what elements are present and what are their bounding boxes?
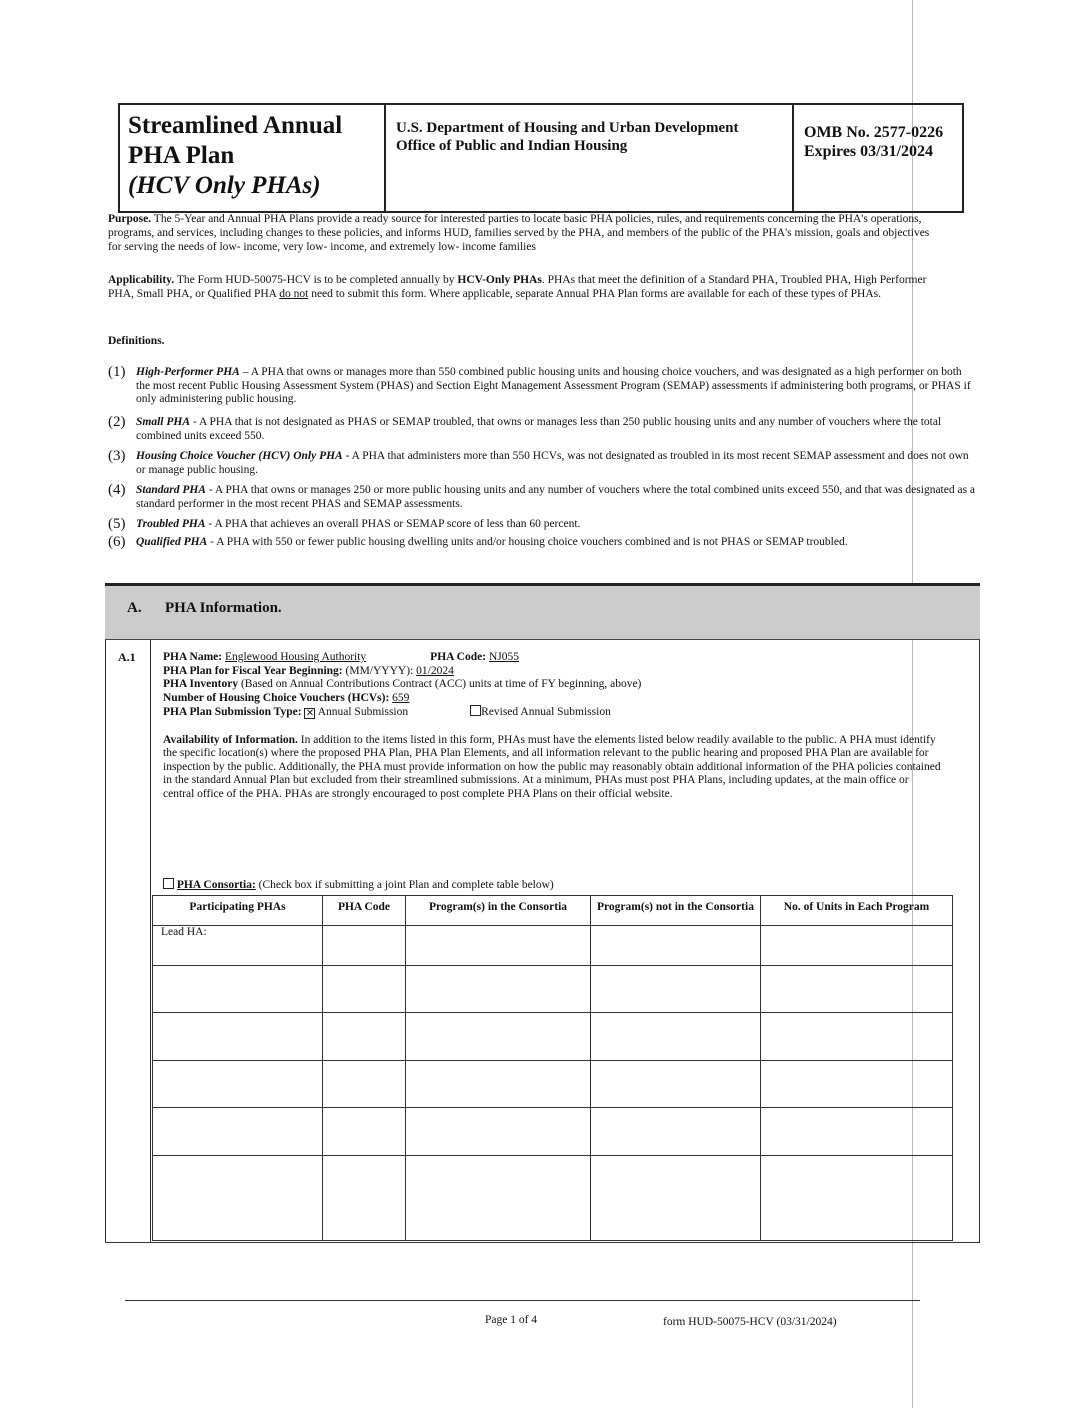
definition-item: (3) Housing Choice Voucher (HCV) Only PHA - A PHA that administers more than 550 HCVs, was not designated as troubled in its most recent SEMAP assessment and does not own or manage public housing. — [108, 448, 969, 476]
table-row — [153, 1061, 953, 1108]
table-cell[interactable] — [761, 966, 953, 1013]
pha-info-block: PHA Name: Englewood Housing Authority PHA Code: NJ055 PHA Plan for Fiscal Year Beginning: (MM/YYYY): 01/2024 PHA Inventory (Based on Annual Contributions Contract (ACC) units at time of FY beginning, above) Number of Housing Choice Vouchers (HCVs): 659 PHA Plan Submission Type: ✕ Annual Submission Revised Annual Submission Availability of Information. In addition to the items listed in this form, PHAs must have the elements listed below readily available to the public. A PHA must identify the specific location(s) where the proposed PHA Plan, PHA Plan Elements, and all information relevant to the public hearing and proposed PHA Plan are available for inspection by the public. Additionally, the PHA must provide information on how the public may reasonably obtain additional information of the PHA policies contained in the standard Annual Plan but excluded from their streamlined submissions. At a minimum, PHAs must post PHA Plans, including updates, at the main office or central office of the PHA. PHAs are strongly encouraged to post complete PHA Plans on their official website. — [163, 651, 941, 800]
definition-item: (4) Standard PHA - A PHA that owns or manages 250 or more public housing units and any number of vouchers where the total combined units exceed 550, and that was designated as a standard performer in the most recent PHAS and SEMAP assessments. — [108, 482, 976, 510]
expiration: Expires 03/31/2024 — [804, 143, 934, 160]
table-header-row — [153, 896, 953, 926]
table-cell[interactable] — [406, 1108, 591, 1156]
lead-ha-cell[interactable]: Lead HA: — [153, 926, 323, 966]
table-cell[interactable] — [323, 1108, 406, 1156]
column-divider — [150, 640, 151, 1243]
table-cell[interactable] — [323, 1061, 406, 1108]
table-row — [153, 966, 953, 1013]
agency-box — [384, 103, 794, 213]
omb-number: OMB No. 2577-0226 — [804, 124, 944, 141]
form-id: form HUD-50075-HCV (03/31/2024) — [663, 1316, 837, 1328]
column-header: PHA Code — [323, 896, 406, 926]
consortia-table — [152, 895, 953, 1241]
definition-item: (6) Qualified PHA - A PHA with 550 or fewer public housing dwelling units and/or housing choice vouchers combined and is not PHAS or SEMAP troubled. — [108, 534, 848, 550]
consortia-line: PHA Consortia: (Check box if submitting a joint Plan and complete table below) — [163, 878, 554, 891]
office: Office of Public and Indian Housing — [396, 138, 628, 154]
table-cell[interactable] — [323, 1013, 406, 1061]
hcv-count: 659 — [392, 691, 410, 704]
table-cell[interactable] — [323, 1156, 406, 1241]
pha-code: NJ055 — [488, 651, 519, 663]
table-cell[interactable] — [761, 1156, 953, 1241]
definition-item: (1) High-Performer PHA – A PHA that owns or manages more than 550 combined public housing units and housing choice vouchers, and was designated as a high performer on both the most recent Public Housing Assessment System (PHAS) and Section Eight Management Assessment Program (SEMAP) assessments if administering both programs, or PHAS if only administering public housing. — [108, 364, 971, 405]
annual-submission-checkbox[interactable]: ✕ — [305, 708, 315, 719]
applicability-paragraph: Applicability. The Form HUD-50075-HCV is to be completed annually by HCV-Only PHAs. PHAs that meet the definition of a Standard PHA, Troubled PHA, High Performer PHA, Small PHA, or Qualified PHA do not need to submit this form. Where applicable, separate Annual PHA Plan forms are available for each of these types of PHAs. — [108, 274, 927, 300]
title-line3: (HCV Only PHAs) — [128, 172, 321, 199]
section-letter: A. — [127, 600, 142, 616]
table-cell[interactable] — [591, 1108, 761, 1156]
item-a1-label: A.1 — [118, 650, 136, 664]
table-row — [153, 1108, 953, 1156]
table-cell[interactable] — [153, 1061, 323, 1108]
page-number: Page 1 of 4 — [485, 1314, 538, 1326]
table-cell[interactable] — [323, 926, 406, 966]
table-cell[interactable] — [406, 1061, 591, 1108]
table-cell[interactable] — [761, 926, 953, 966]
definitions-heading: Definitions. — [108, 335, 165, 347]
table-row — [153, 1013, 953, 1061]
purpose-paragraph: Purpose. The 5-Year and Annual PHA Plans provide a ready source for interested parties to locate basic PHA policies, rules, and requirements concerning the PHA's operations, programs, and services, including changes to these policies, and informs HUD, families served by the PHA, and members of the public of the PHA's mission, goals and objectives for serving the needs of low- income, very low- income, and extremely low- income families — [108, 213, 930, 253]
column-header: Program(s) not in the Consortia — [591, 896, 761, 926]
omb-box — [792, 103, 964, 213]
section-a-header — [105, 583, 980, 640]
table-cell[interactable] — [591, 966, 761, 1013]
table-cell[interactable] — [153, 1013, 323, 1061]
column-header: Participating PHAs — [153, 896, 323, 926]
consortia-checkbox[interactable] — [163, 878, 174, 889]
table-cell[interactable] — [323, 966, 406, 1013]
title-line1: Streamlined Annual — [128, 112, 343, 139]
definition-item: (5) Troubled PHA - A PHA that achieves an overall PHAS or SEMAP score of less than 60 percent. — [108, 516, 581, 532]
table-cell[interactable] — [591, 1156, 761, 1241]
table-cell[interactable] — [761, 1013, 953, 1061]
table-cell[interactable] — [591, 1061, 761, 1108]
footer-rule — [125, 1300, 920, 1301]
definition-item: (2) Small PHA - A PHA that is not designated as PHAS or SEMAP troubled, that owns or manages less than 250 public housing units and any number of vouchers where the total combined units exceed 550. — [108, 414, 942, 442]
section-title: PHA Information. — [165, 600, 282, 616]
revised-submission-checkbox[interactable] — [470, 705, 481, 716]
table-row — [153, 926, 953, 966]
table-cell[interactable] — [153, 966, 323, 1013]
table-cell[interactable] — [153, 1156, 323, 1241]
table-cell[interactable] — [591, 1013, 761, 1061]
table-cell[interactable] — [406, 966, 591, 1013]
department: U.S. Department of Housing and Urban Development — [396, 120, 739, 136]
table-cell[interactable] — [406, 1156, 591, 1241]
table-row — [153, 1156, 953, 1241]
table-cell[interactable] — [153, 1108, 323, 1156]
form-title-box — [118, 103, 386, 213]
table-cell[interactable] — [761, 1061, 953, 1108]
table-cell[interactable] — [591, 926, 761, 966]
title-line2: PHA Plan — [128, 142, 235, 169]
table-cell[interactable] — [406, 926, 591, 966]
availability-paragraph: Availability of Information. In addition to the items listed in this form, PHAs must have the elements listed below readily available to the public. A PHA must identify the specific location(s) where the proposed PHA Plan, PHA Plan Elements, and all information relevant to the public hearing and proposed PHA Plan are available for inspection by the public. Additionally, the PHA must provide information on how the public may reasonably obtain additional information of the PHA policies contained in the standard Annual Plan but excluded from their streamlined submissions. At a minimum, PHAs must post PHA Plans, including updates, at the main office or central office of the PHA. PHAs are strongly encouraged to post complete PHA Plans on their official website. — [163, 733, 941, 800]
column-header: No. of Units in Each Program — [761, 896, 953, 926]
table-cell[interactable] — [406, 1013, 591, 1061]
pha-name: Englewood Housing Authority — [224, 651, 367, 663]
fiscal-year: 01/2024 — [416, 664, 454, 677]
table-cell[interactable] — [761, 1108, 953, 1156]
column-header: Program(s) in the Consortia — [406, 896, 591, 926]
